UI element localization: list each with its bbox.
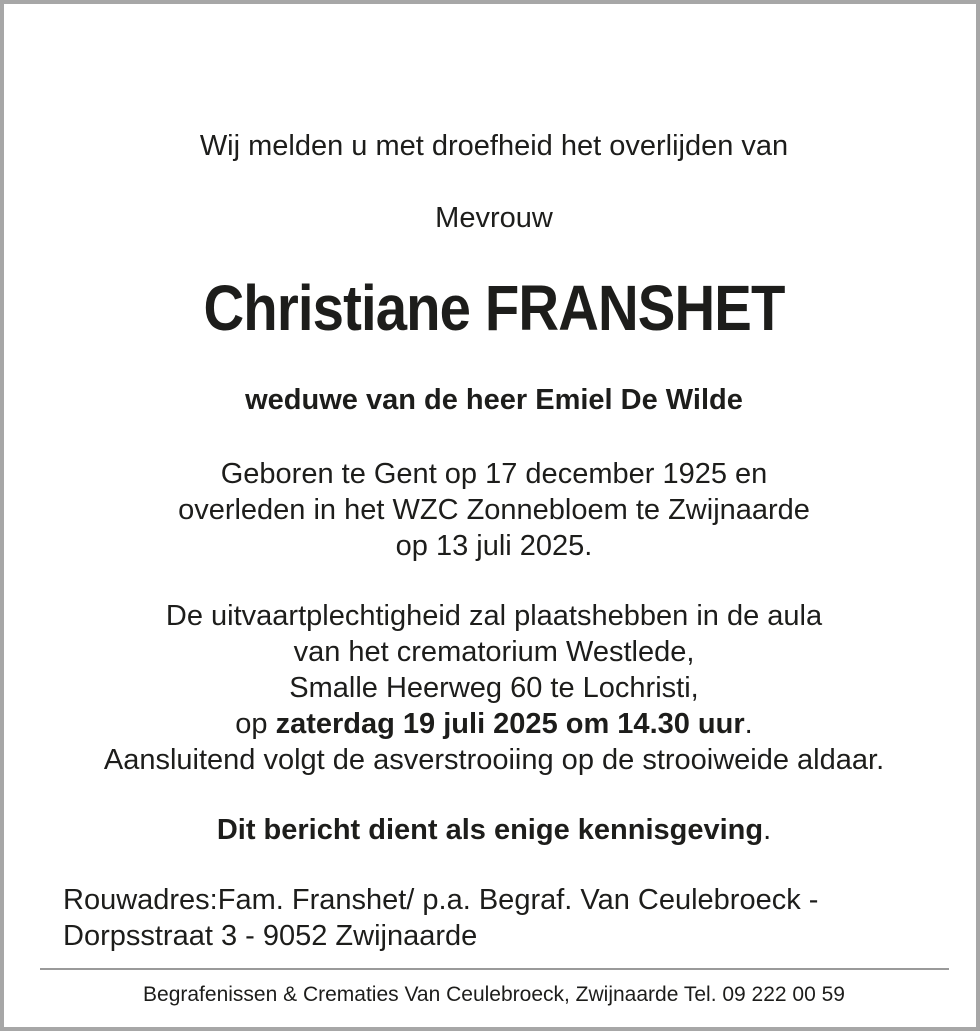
ceremony-date-line: [4, 706, 980, 742]
ceremony-date-suffix: .: [744, 708, 753, 740]
ceremony-line-3: Smalle Heerweg 60 te Lochristi,: [289, 672, 699, 704]
ceremony-line-5: Aansluitend volgt de asverstrooiing op de strooiweide aldaar.: [103, 744, 885, 776]
only-notice-line: [4, 812, 980, 848]
ceremony-line-2: van het crematorium Westlede,: [293, 636, 695, 668]
ceremony-date-prefix: op: [235, 708, 276, 740]
deceased-name: Christiane FRANSHET: [203, 272, 785, 344]
spouse-line: weduwe van de heer Emiel De Wilde: [245, 384, 743, 416]
only-notice-suffix: .: [763, 814, 772, 846]
honorific: Mevrouw: [435, 202, 553, 234]
mourning-address-line-2: Dorpsstraat 3 - 9052 Zwijnaarde: [63, 920, 478, 952]
funeral-home-footer: Begrafenissen & Crematies Van Ceulebroeck, Zwijnaarde Tel. 09 222 00 59: [143, 983, 845, 1006]
ceremony-line-1: De uitvaartplechtigheid zal plaatshebben in de aula: [165, 600, 823, 632]
birth-line: Geboren te Gent op 17 december 1925 en: [220, 458, 768, 490]
death-line: overleden in het WZC Zonnebloem te Zwijnaarde: [178, 494, 810, 526]
intro-text: Wij melden u met droefheid het overlijden van: [199, 130, 789, 162]
death-date-line: op 13 juli 2025.: [395, 530, 593, 562]
only-notice-text: Dit bericht dient als enige kennisgeving: [216, 814, 764, 846]
mourning-address-line-1: Rouwadres:Fam. Franshet/ p.a. Begraf. Van Ceulebroeck -: [63, 884, 819, 916]
divider: [40, 968, 949, 970]
ceremony-date: zaterdag 19 juli 2025 om 14.30 uur: [275, 708, 745, 740]
